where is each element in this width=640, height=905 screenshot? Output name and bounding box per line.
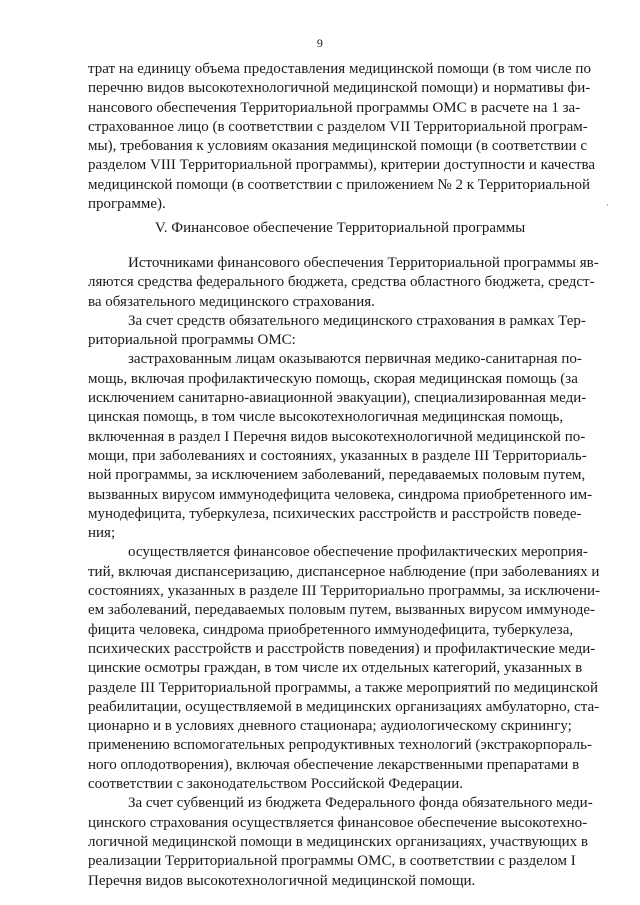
text-line: цинские осмотры граждан, в том числе их отдельных категорий, указанных в <box>88 660 583 677</box>
page-number: 9 <box>316 36 324 50</box>
text-line: трат на единицу объема предоставления медицинской помощи (в том числе по <box>88 61 591 77</box>
text-line: реализации Территориальной программы ОМС, в соответствии с разделом I <box>88 853 576 870</box>
text-line: ляются средства федерального бюджета, средства областного бюджета, средст- <box>88 274 595 291</box>
text-line: мощи, при заболеваниях и состояниях, указанных в разделе III Территориаль- <box>88 447 587 464</box>
text-line: Источниками финансового обеспечения Территориальной программы яв- <box>128 255 599 271</box>
text-line: тий, включая диспансеризацию, диспансерное наблюдение (при заболеваниях и <box>88 563 600 580</box>
text-line: включенная в раздел I Перечня видов высокотехнологичной медицинской по- <box>88 428 586 445</box>
text-line: застрахованным лицам оказываются первичная медико-санитарная по- <box>128 351 582 368</box>
text-line: мунодефицита, туберкулеза, психических расстройств и расстройств поведе- <box>88 505 582 522</box>
section-heading: V. Финансовое обеспечение Территориальной программы <box>154 220 526 236</box>
text-line: ния; <box>88 525 116 542</box>
text-line: реабилитации, осуществляемой в медицинских организациях амбулаторно, ста- <box>88 698 600 715</box>
text-line: разделом VIII Территориальной программы), критерии доступности и качества <box>88 157 596 174</box>
text-line: ционарно и в условиях дневного стационара; аудиологическому скринингу; <box>88 718 572 735</box>
text-line: осуществляется финансовое обеспечение профилактических мероприя- <box>128 544 588 561</box>
text-line: медицинской помощи (в соответствии с приложением № 2 к Территориальной <box>88 176 591 193</box>
intro-paragraph <box>88 60 596 214</box>
text-line: вызванных вирусом иммунодефицита человека, синдрома приобретенного им- <box>88 486 593 503</box>
text-line: перечню видов высокотехнологичной медицинской помощи) и нормативы фи- <box>88 80 591 97</box>
body-text <box>88 254 600 891</box>
text-line: логичной медицинской помощи в медицинских организациях, участвующих в <box>88 833 588 850</box>
text-line: мы), требования к условиям оказания медицинской помощи (в соответствии с <box>88 138 587 155</box>
text-line: За счет субвенций из бюджета Федерального фонда обязательного меди- <box>128 795 593 812</box>
text-line: состояниях, указанных в разделе III Территориально программы, за исключени- <box>88 583 600 600</box>
text-line: цинская помощь, в том числе высокотехнологичная медицинская помощь, <box>88 409 564 426</box>
text-line: нансового обеспечения Территориальной программы ОМС в расчете на 1 за- <box>88 99 581 116</box>
text-line: программе). <box>88 196 166 213</box>
text-line: ного оплодотворения), включая обеспечение лекарственными препаратами в <box>88 756 580 773</box>
text-line: ва обязательного медицинского страхования. <box>88 293 375 310</box>
text-line: разделе III Территориальной программы, а также мероприятий по медицинской <box>88 679 599 696</box>
text-line: риториальной программы ОМС: <box>88 332 296 349</box>
text-line: исключением санитарно-авиационной эвакуации), специализированная меди- <box>88 390 587 407</box>
text-line: применению вспомогательных репродуктивных технологий (экстракорпораль- <box>88 737 592 754</box>
text-line: соответствии с законодательством Российской Федерации. <box>88 776 463 793</box>
stray-mark: · <box>606 200 609 210</box>
text-line: психических расстройств и расстройств поведения) и профилактические меди- <box>88 640 596 657</box>
text-line: За счет средств обязательного медицинского страхования в рамках Тер- <box>128 312 586 329</box>
text-line: цинского страхования осуществляется финансовое обеспечение высокотехно- <box>88 814 588 831</box>
text-line: фицита человека, синдрома приобретенного иммунодефицита, туберкулеза, <box>88 621 574 638</box>
text-line: ем заболеваний, передаваемых половым путем, вызванных вирусом иммуноде- <box>88 602 596 619</box>
text-line: Перечня видов высокотехнологичной медицинской помощи. <box>88 872 476 889</box>
text-line: ной программы, за исключением заболеваний, передаваемых половым путем, <box>88 467 586 484</box>
text-line: мощь, включая профилактическую помощь, скорая медицинская помощь (за <box>88 370 578 387</box>
text-line: страхованное лицо (в соответствии с разделом VII Территориальной програм- <box>88 118 588 135</box>
